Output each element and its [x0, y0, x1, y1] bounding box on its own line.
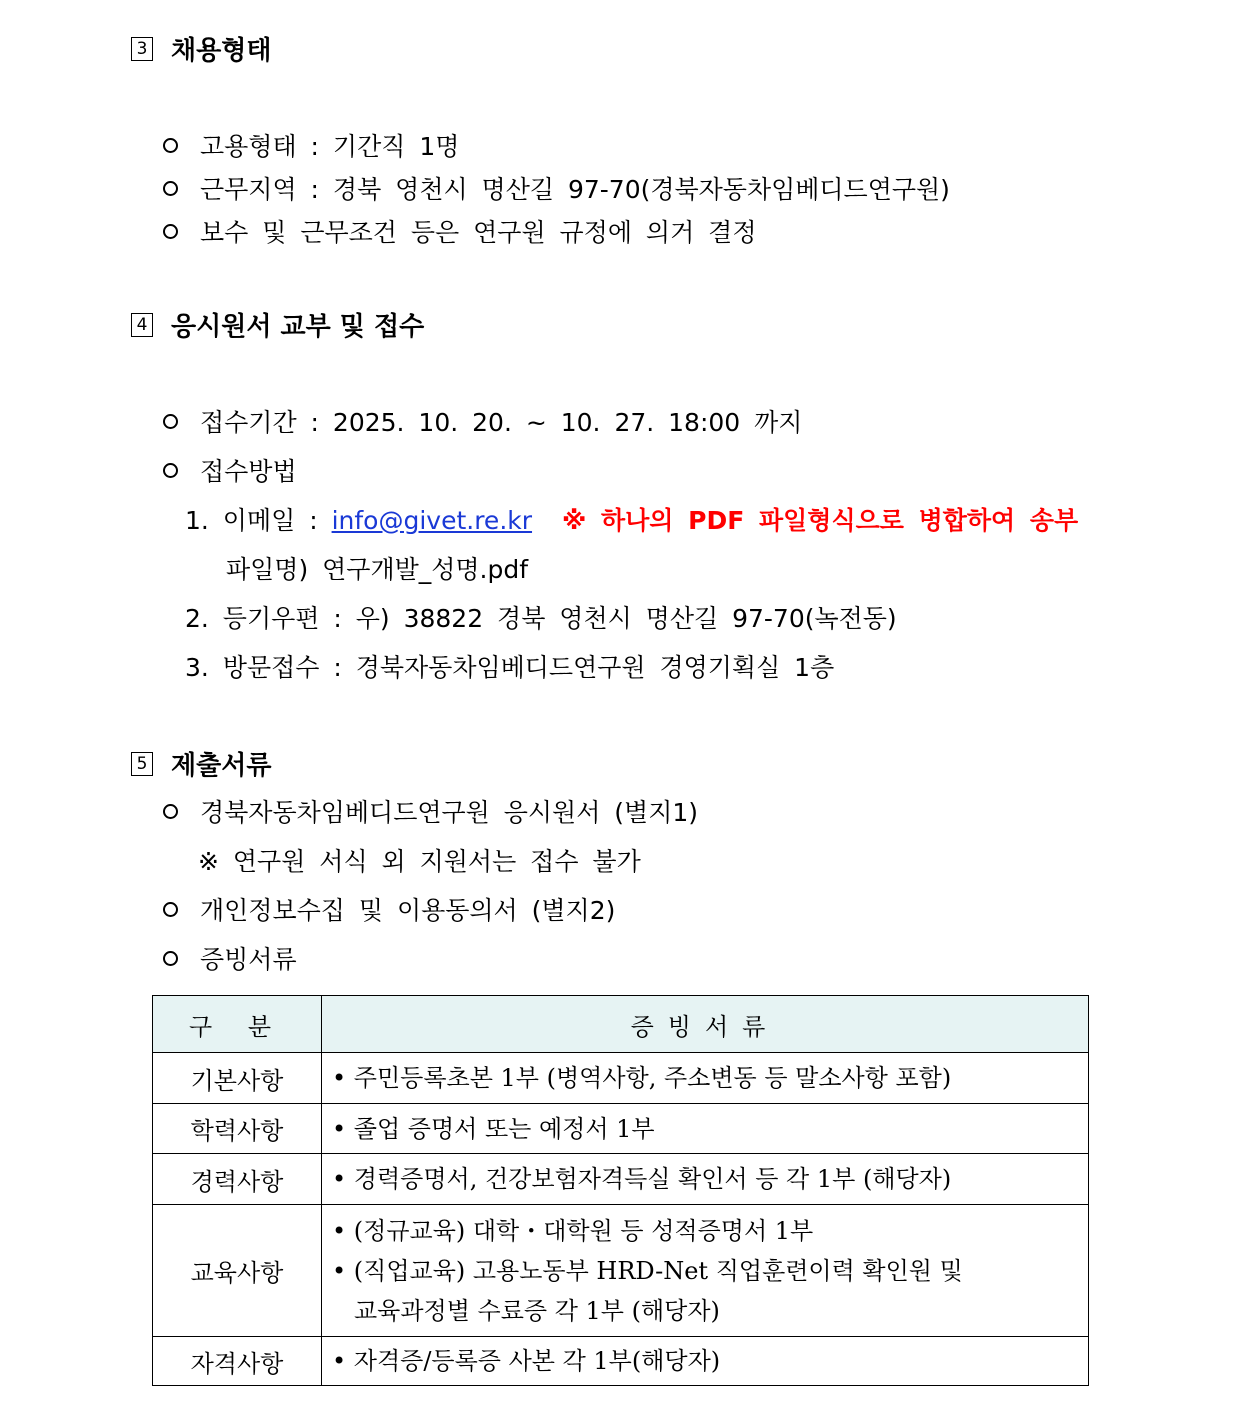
section3-heading [131, 30, 271, 67]
section4-number-box: 4 [131, 313, 153, 337]
email-link[interactable]: info@givet.re.kr [331, 506, 533, 535]
list-item: 접수기간 : 2025. 10. 20. ~ 10. 27. 18:00 까지 [163, 403, 802, 439]
row-details [322, 1337, 1089, 1386]
proof-documents-table [152, 995, 1089, 1386]
row-category: 경력사항 [153, 1154, 322, 1205]
row-category: 학력사항 [153, 1104, 322, 1154]
row-details [322, 1205, 1089, 1337]
table-row [153, 1205, 1089, 1337]
row-details [322, 1053, 1089, 1104]
section5-title: 제출서류 [171, 751, 272, 781]
table-row [153, 1053, 1089, 1104]
row-item: • 자격증/등록증 사본 각 1부(해당자) [332, 1347, 721, 1375]
row-item: • 졸업 증명서 또는 예정서 1부 [332, 1114, 655, 1143]
circle-bullet-icon [163, 138, 178, 153]
table-row [153, 1104, 1089, 1154]
table-header-documents: 증빙서류 [322, 996, 1089, 1053]
circle-bullet-icon [163, 902, 178, 917]
row-item: • (정규교육) 대학・대학원 등 성적증명서 1부 [332, 1216, 814, 1245]
circle-bullet-icon [163, 224, 178, 239]
row-item: 교육과정별 수료증 각 1부 (해당자) [354, 1296, 720, 1325]
visit-line: 3. 방문접수 : 경북자동차임베디드연구원 경영기획실 1층 [185, 653, 835, 682]
list-item: 증빙서류 [163, 940, 297, 976]
row-item: • 경력증명서, 건강보험자격득실 확인서 등 각 1부 (해당자) [332, 1165, 952, 1193]
list-item: 고용형태 : 기간직 1명 [163, 127, 459, 163]
section3-number-box: 3 [131, 37, 153, 61]
row-item: • 주민등록초본 1부 (병역사항, 주소변동 등 말소사항 포함) [332, 1064, 952, 1092]
section5-number-box: 5 [131, 752, 153, 776]
list-item: 보수 및 근무조건 등은 연구원 규정에 의거 결정 [163, 213, 756, 249]
row-category: 기본사항 [153, 1053, 322, 1104]
row-details [322, 1154, 1089, 1205]
list-item: 접수방법 [163, 452, 297, 488]
circle-bullet-icon [163, 804, 178, 819]
section3-title: 채용형태 [171, 36, 272, 66]
mail-line: 2. 등기우편 : 우) 38822 경북 영천시 명산길 97-70(녹전동) [185, 604, 897, 633]
filename-line: 파일명) 연구개발_성명.pdf [226, 555, 529, 584]
email-line [185, 501, 1078, 537]
list-item: 경북자동차임베디드연구원 응시원서 (별지1) [163, 793, 698, 829]
row-category: 교육사항 [153, 1205, 322, 1337]
form-note: ※ 연구원 서식 외 지원서는 접수 불가 [198, 847, 641, 876]
circle-bullet-icon [163, 414, 178, 429]
circle-bullet-icon [163, 463, 178, 478]
row-details [322, 1104, 1089, 1154]
table-row [153, 1154, 1089, 1205]
table-row [153, 1337, 1089, 1386]
table-header-category: 구 분 [153, 996, 322, 1053]
row-category: 자격사항 [153, 1337, 322, 1386]
circle-bullet-icon [163, 181, 178, 196]
list-item: 개인정보수집 및 이용동의서 (별지2) [163, 891, 615, 927]
list-item: 근무지역 : 경북 영천시 명산길 97-70(경북자동차임베디드연구원) [163, 170, 950, 206]
email-prefix: 1. 이메일 : [185, 506, 318, 535]
table-header-row [153, 996, 1089, 1053]
section4-title: 응시원서 교부 및 접수 [171, 312, 425, 342]
email-note: ※ 하나의 PDF 파일형식으로 병합하여 송부 [561, 506, 1079, 535]
section4-heading [131, 306, 424, 343]
section5-heading [131, 745, 271, 782]
row-item: • (직업교육) 고용노동부 HRD-Net 직업훈련이력 확인원 및 [332, 1256, 963, 1285]
circle-bullet-icon [163, 951, 178, 966]
